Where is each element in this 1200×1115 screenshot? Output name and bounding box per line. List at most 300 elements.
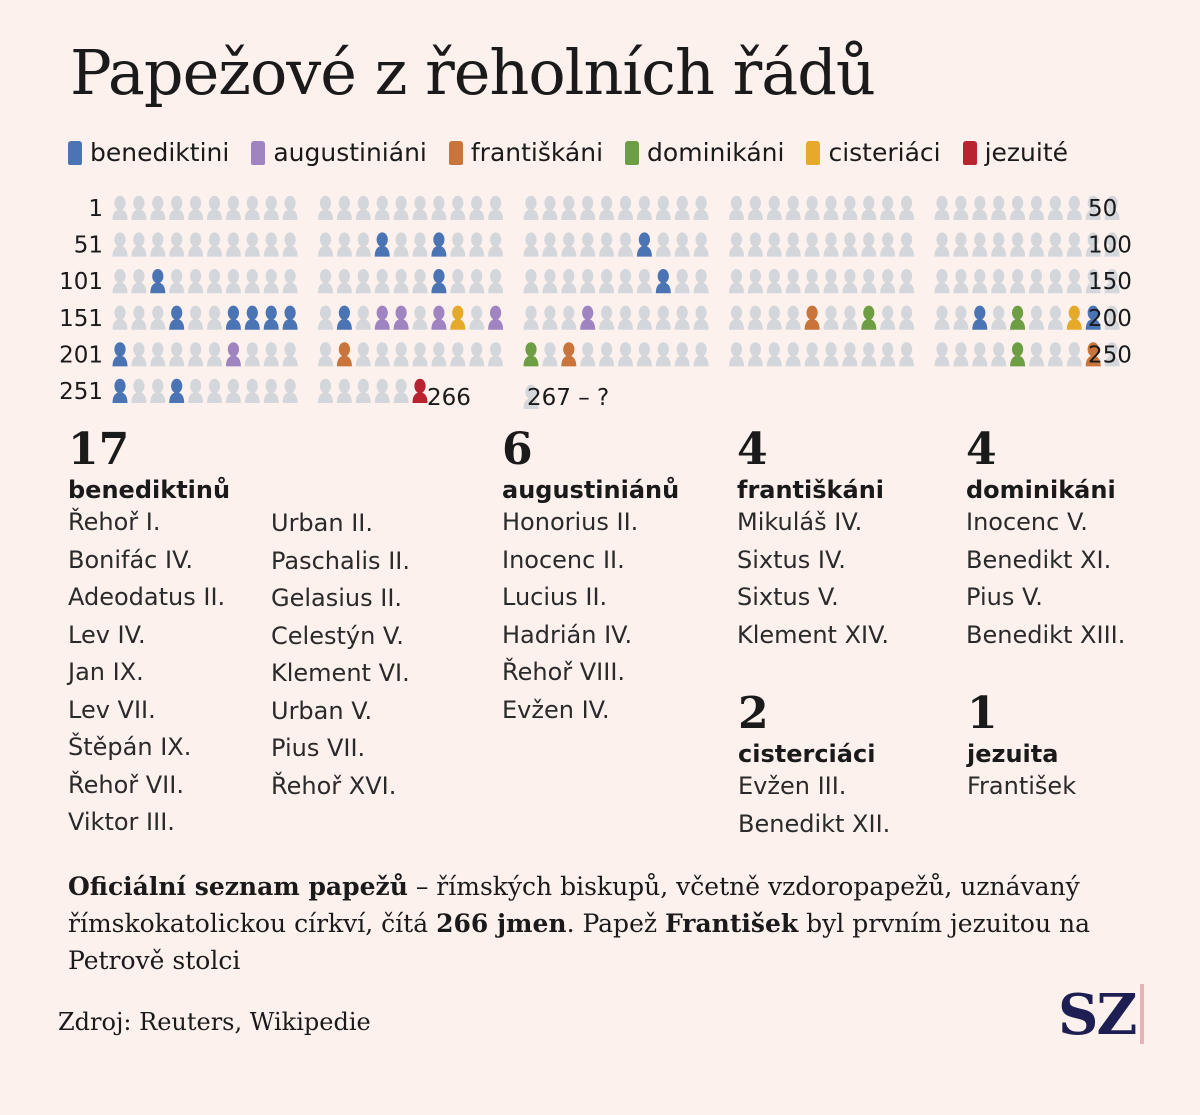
order-label-dominikani: dominikáni xyxy=(966,476,1116,504)
pope-figure-252 xyxy=(131,379,146,403)
pope-figure-161 xyxy=(318,306,333,330)
pope-figure-225 xyxy=(599,342,614,366)
note-text: . Papež xyxy=(566,909,665,938)
pope-figure-20 xyxy=(488,196,503,220)
pope-figure-151 xyxy=(113,306,128,330)
pope-figure-213 xyxy=(356,342,371,366)
pope-figure-8 xyxy=(245,196,260,220)
pope-figure-209 xyxy=(264,342,279,366)
pope-figure-27 xyxy=(637,196,652,220)
pope-figure-26 xyxy=(618,196,633,220)
note-text: – římských biskupů, včetně vzdoropapežů, uznávaný římskokatolickou církví, čítá xyxy=(68,872,1080,938)
row-label-left: 151 xyxy=(59,305,103,332)
legend-item-augustiniani xyxy=(251,138,427,167)
pope-figure-226 xyxy=(618,342,633,366)
pope-name: Řehoř I. xyxy=(68,508,161,536)
pope-figure-25 xyxy=(599,196,614,220)
pope-figure-246 xyxy=(1029,342,1044,366)
pope-name: Inocenc V. xyxy=(966,508,1088,536)
pope-figure-98 xyxy=(1067,232,1082,256)
pope-name: Lev VII. xyxy=(68,695,156,724)
pope-figure-233 xyxy=(767,342,782,366)
pope-figure-128 xyxy=(656,269,671,293)
pope-figure-13 xyxy=(356,196,371,220)
pope-name: Benedikt XI. xyxy=(966,545,1112,574)
pope-figure-243 xyxy=(972,342,987,366)
pope-figure-6 xyxy=(207,196,222,220)
pope-figure-34 xyxy=(786,196,801,220)
pope-figure-171 xyxy=(524,306,539,330)
pope-figure-28 xyxy=(656,196,671,220)
pope-figure-234 xyxy=(786,342,801,366)
pope-figure-111 xyxy=(318,269,333,293)
legend-item-cisteriaci xyxy=(806,138,940,167)
pope-figure-121 xyxy=(524,269,539,293)
note-bold: 266 jmen xyxy=(436,909,567,938)
pope-figure-229 xyxy=(675,342,690,366)
name-list-frantiskani xyxy=(737,504,889,654)
pope-figure-101 xyxy=(113,269,128,293)
pope-name: Paschalis II. xyxy=(271,546,410,575)
pope-figure-76 xyxy=(618,232,633,256)
legend-label: augustiniáni xyxy=(273,138,427,167)
pope-figure-167 xyxy=(431,306,446,330)
legend-swatch xyxy=(449,141,463,165)
pope-name: Jan IX. xyxy=(68,658,144,686)
pope-figure-78 xyxy=(656,232,671,256)
pope-figure-88 xyxy=(861,232,876,256)
pope-figure-202 xyxy=(131,342,146,366)
pope-figure-118 xyxy=(450,269,465,293)
pope-figure-264 xyxy=(375,379,390,403)
pope-figure-77 xyxy=(637,232,652,256)
pope-figure-162 xyxy=(337,306,352,330)
pope-figure-64 xyxy=(375,232,390,256)
count-frantiskani: 4 xyxy=(737,424,768,475)
pope-figure-198 xyxy=(1067,306,1082,330)
pope-figure-146 xyxy=(1029,269,1044,293)
page-title: Papežové z řeholních řádů xyxy=(70,36,875,109)
pope-figure-214 xyxy=(375,342,390,366)
pope-figure-38 xyxy=(861,196,876,220)
pope-figure-5 xyxy=(188,196,203,220)
row-label-right: 266 xyxy=(427,385,471,411)
pope-figure-223 xyxy=(561,342,576,366)
pope-figure-263 xyxy=(356,379,371,403)
pope-figure-72 xyxy=(542,232,557,256)
pope-figure-42 xyxy=(953,196,968,220)
pope-figure-180 xyxy=(694,306,709,330)
pope-figure-139 xyxy=(880,269,895,293)
pope-figure-117 xyxy=(431,269,446,293)
pope-figure-266 xyxy=(413,379,428,403)
pope-figure-29 xyxy=(675,196,690,220)
pope-figure-175 xyxy=(599,306,614,330)
pope-figure-138 xyxy=(861,269,876,293)
pope-figure-148 xyxy=(1067,269,1082,293)
pope-figure-44 xyxy=(991,196,1006,220)
pope-figure-107 xyxy=(226,269,241,293)
count-benediktini: 17 xyxy=(68,424,130,475)
pope-figure-96 xyxy=(1029,232,1044,256)
pope-figure-91 xyxy=(935,232,950,256)
pope-figure-185 xyxy=(805,306,820,330)
pope-figure-127 xyxy=(637,269,652,293)
pope-figure-45 xyxy=(1010,196,1025,220)
pope-figure-133 xyxy=(767,269,782,293)
pope-figure-57 xyxy=(226,232,241,256)
pope-figure-86 xyxy=(824,232,839,256)
pope-figure-19 xyxy=(469,196,484,220)
pope-figure-192 xyxy=(953,306,968,330)
pope-name: Benedikt XII. xyxy=(738,809,891,838)
pope-figure-155 xyxy=(188,306,203,330)
pope-figure-17 xyxy=(431,196,446,220)
pope-figure-9 xyxy=(264,196,279,220)
pope-figure-33 xyxy=(767,196,782,220)
pope-figure-178 xyxy=(656,306,671,330)
pope-figure-130 xyxy=(694,269,709,293)
pope-figure-159 xyxy=(264,306,279,330)
pope-figure-212 xyxy=(337,342,352,366)
pope-figure-204 xyxy=(169,342,184,366)
pope-figure-63 xyxy=(356,232,371,256)
sz-logo: SZ xyxy=(1058,982,1136,1048)
pope-figure-253 xyxy=(150,379,165,403)
pope-figure-224 xyxy=(580,342,595,366)
pope-figure-113 xyxy=(356,269,371,293)
pope-figure-7 xyxy=(226,196,241,220)
pope-figure-32 xyxy=(748,196,763,220)
pope-figure-257 xyxy=(226,379,241,403)
pope-figure-163 xyxy=(356,306,371,330)
pope-figure-124 xyxy=(580,269,595,293)
note-text: byl prvním jezuitou na Petrově stolci xyxy=(68,909,1090,975)
legend-item-benediktini xyxy=(68,138,229,167)
pope-figure-80 xyxy=(694,232,709,256)
pope-figure-144 xyxy=(991,269,1006,293)
pope-figure-169 xyxy=(469,306,484,330)
pope-figure-228 xyxy=(656,342,671,366)
pope-figure-218 xyxy=(450,342,465,366)
pope-figure-41 xyxy=(935,196,950,220)
pope-name: Benedikt XIII. xyxy=(966,620,1126,649)
pope-figure-10 xyxy=(283,196,298,220)
pope-figure-35 xyxy=(805,196,820,220)
pope-name: Hadrián IV. xyxy=(502,620,633,649)
pope-figure-245 xyxy=(1010,342,1025,366)
pope-figure-68 xyxy=(450,232,465,256)
pope-figure-16 xyxy=(413,196,428,220)
pope-figure-47 xyxy=(1048,196,1063,220)
pope-figure-237 xyxy=(842,342,857,366)
pope-figure-15 xyxy=(394,196,409,220)
pope-figure-62 xyxy=(337,232,352,256)
pope-figure-12 xyxy=(337,196,352,220)
pope-figure-59 xyxy=(264,232,279,256)
pope-name: Pius VII. xyxy=(271,734,366,762)
pope-figure-97 xyxy=(1048,232,1063,256)
pope-figure-55 xyxy=(188,232,203,256)
order-label-cisterciaci: cisterciáci xyxy=(738,740,876,768)
pope-name: Lev IV. xyxy=(68,620,146,649)
pope-figure-235 xyxy=(805,342,820,366)
pope-figure-174 xyxy=(580,306,595,330)
pope-figure-195 xyxy=(1010,306,1025,330)
pope-figure-242 xyxy=(953,342,968,366)
pope-figure-215 xyxy=(394,342,409,366)
pope-figure-211 xyxy=(318,342,333,366)
pope-figure-69 xyxy=(469,232,484,256)
pope-figure-222 xyxy=(542,342,557,366)
pope-figure-116 xyxy=(413,269,428,293)
pope-figure-3 xyxy=(150,196,165,220)
section-benediktini xyxy=(68,424,231,842)
pope-name: Štěpán IX. xyxy=(68,733,192,761)
pope-figure-46 xyxy=(1029,196,1044,220)
pope-figure-170 xyxy=(488,306,503,330)
pope-figure-206 xyxy=(207,342,222,366)
pope-figure-259 xyxy=(264,379,279,403)
pope-name: Řehoř VII. xyxy=(68,770,184,799)
name-list-benediktini-col2 xyxy=(271,505,410,805)
pope-figure-221 xyxy=(524,342,539,366)
pope-figure-184 xyxy=(786,306,801,330)
legend-label: cisteriáci xyxy=(828,138,941,167)
pope-figure-70 xyxy=(488,232,503,256)
pope-figure-43 xyxy=(972,196,987,220)
count-augustiniani: 6 xyxy=(502,424,533,475)
pope-figure-92 xyxy=(953,232,968,256)
row-label-right: 250 xyxy=(1088,342,1132,369)
pope-figure-24 xyxy=(580,196,595,220)
pope-figure-114 xyxy=(375,269,390,293)
pope-pictogram-chart xyxy=(0,180,1200,420)
pope-figure-227 xyxy=(637,342,652,366)
pope-figure-183 xyxy=(767,306,782,330)
row-label-right: 100 xyxy=(1088,232,1132,259)
pope-figure-129 xyxy=(675,269,690,293)
pope-figure-203 xyxy=(150,342,165,366)
pope-figure-262 xyxy=(337,379,352,403)
count-jezuite: 1 xyxy=(967,688,998,739)
pope-figure-168 xyxy=(450,306,465,330)
pope-figure-152 xyxy=(131,306,146,330)
source-credit: Zdroj: Reuters, Wikipedie xyxy=(58,1008,371,1036)
pope-figure-120 xyxy=(488,269,503,293)
pope-figure-14 xyxy=(375,196,390,220)
pope-figure-244 xyxy=(991,342,1006,366)
pope-figure-157 xyxy=(226,306,241,330)
pope-figure-31 xyxy=(729,196,744,220)
pope-figure-56 xyxy=(207,232,222,256)
pope-name: Klement VI. xyxy=(271,659,410,687)
note-bold: Oficiální seznam papežů xyxy=(68,872,408,901)
row-label-right: 150 xyxy=(1088,269,1132,296)
pope-figure-194 xyxy=(991,306,1006,330)
pope-figure-189 xyxy=(880,306,895,330)
pope-figure-110 xyxy=(283,269,298,293)
pope-figure-241 xyxy=(935,342,950,366)
pope-figure-36 xyxy=(824,196,839,220)
section-dominikani xyxy=(966,424,1126,654)
pope-figure-82 xyxy=(748,232,763,256)
pope-name: Mikuláš IV. xyxy=(737,508,863,536)
order-label-jezuite: jezuita xyxy=(967,740,1059,768)
pope-name: Gelasius II. xyxy=(271,584,403,612)
pope-figure-74 xyxy=(580,232,595,256)
row-label-left: 251 xyxy=(59,379,103,405)
pope-figure-112 xyxy=(337,269,352,293)
pope-name: Evžen IV. xyxy=(502,695,610,724)
legend-label: benediktini xyxy=(90,138,230,167)
pope-figure-95 xyxy=(1010,232,1025,256)
pope-figure-239 xyxy=(880,342,895,366)
pope-figure-65 xyxy=(394,232,409,256)
pope-figure-193 xyxy=(972,306,987,330)
pope-figure-79 xyxy=(675,232,690,256)
pope-figure-89 xyxy=(880,232,895,256)
pope-figure-40 xyxy=(899,196,914,220)
legend-swatch xyxy=(68,141,82,165)
pope-figure-196 xyxy=(1029,306,1044,330)
legend-item-jezuite xyxy=(963,138,1068,167)
legend-label: jezuité xyxy=(984,138,1069,167)
pope-name: František xyxy=(967,772,1077,800)
pope-name: Inocenc II. xyxy=(502,545,625,574)
pope-figure-84 xyxy=(786,232,801,256)
pope-figure-122 xyxy=(542,269,557,293)
pope-figure-103 xyxy=(150,269,165,293)
legend-swatch xyxy=(963,141,977,165)
pope-figure-140 xyxy=(899,269,914,293)
pope-figure-254 xyxy=(169,379,184,403)
pope-figure-143 xyxy=(972,269,987,293)
pope-name: Urban II. xyxy=(271,509,373,537)
pope-name: Pius V. xyxy=(966,583,1043,611)
pope-figure-83 xyxy=(767,232,782,256)
pope-figure-94 xyxy=(991,232,1006,256)
pope-figure-240 xyxy=(899,342,914,366)
pope-figure-58 xyxy=(245,232,260,256)
count-dominikani: 4 xyxy=(966,424,997,475)
pope-figure-251 xyxy=(113,379,128,403)
pope-figure-87 xyxy=(842,232,857,256)
footnote xyxy=(68,868,1148,979)
pope-figure-154 xyxy=(169,306,184,330)
pope-figure-232 xyxy=(748,342,763,366)
count-cisterciaci: 2 xyxy=(738,688,769,739)
legend-item-dominikani xyxy=(625,138,784,167)
name-list-benediktini-col1 xyxy=(68,504,230,842)
pope-figure-105 xyxy=(188,269,203,293)
pope-figure-247 xyxy=(1048,342,1063,366)
legend xyxy=(68,138,1090,167)
pope-name: Viktor III. xyxy=(68,808,175,836)
legend-swatch xyxy=(251,141,265,165)
pope-figure-220 xyxy=(488,342,503,366)
pope-figure-190 xyxy=(899,306,914,330)
pope-figure-208 xyxy=(245,342,260,366)
pope-figure-258 xyxy=(245,379,260,403)
pope-figure-145 xyxy=(1010,269,1025,293)
pope-figure-219 xyxy=(469,342,484,366)
pope-figure-52 xyxy=(131,232,146,256)
pope-figure-18 xyxy=(450,196,465,220)
pope-figure-106 xyxy=(207,269,222,293)
section-frantiskani xyxy=(737,424,890,654)
pope-figure-181 xyxy=(729,306,744,330)
pope-figure-2 xyxy=(131,196,146,220)
pope-figure-22 xyxy=(542,196,557,220)
pope-figure-51 xyxy=(113,232,128,256)
pope-figure-160 xyxy=(283,306,298,330)
row-label-right: 200 xyxy=(1088,305,1132,332)
pope-figure-60 xyxy=(283,232,298,256)
pope-figure-236 xyxy=(824,342,839,366)
pope-figure-90 xyxy=(899,232,914,256)
pope-figure-207 xyxy=(226,342,241,366)
legend-label: dominikáni xyxy=(647,138,785,167)
pope-figure-126 xyxy=(618,269,633,293)
pope-figure-187 xyxy=(842,306,857,330)
pope-figure-141 xyxy=(935,269,950,293)
pope-name: Adeodatus II. xyxy=(68,583,226,611)
pope-figure-142 xyxy=(953,269,968,293)
row-label-left: 201 xyxy=(59,342,103,369)
pope-figure-37 xyxy=(842,196,857,220)
pope-figure-176 xyxy=(618,306,633,330)
pope-figure-173 xyxy=(561,306,576,330)
pope-figure-93 xyxy=(972,232,987,256)
pope-figure-102 xyxy=(131,269,146,293)
pope-figure-136 xyxy=(824,269,839,293)
pope-name: Bonifác IV. xyxy=(68,545,194,574)
pope-figure-115 xyxy=(394,269,409,293)
pope-name: Urban V. xyxy=(271,696,373,725)
row-label-left: 51 xyxy=(73,232,103,259)
pope-name: Sixtus IV. xyxy=(737,545,846,574)
future-pope-label: 267 – ? xyxy=(527,385,610,411)
pope-figure-182 xyxy=(748,306,763,330)
pope-figure-108 xyxy=(245,269,260,293)
pope-figure-165 xyxy=(394,306,409,330)
pope-figure-177 xyxy=(637,306,652,330)
section-cisterciaci xyxy=(738,688,891,843)
pope-figure-186 xyxy=(824,306,839,330)
name-list-jezuite xyxy=(967,768,1076,806)
pope-figure-132 xyxy=(748,269,763,293)
pope-figure-85 xyxy=(805,232,820,256)
pope-figure-217 xyxy=(431,342,446,366)
pope-figure-231 xyxy=(729,342,744,366)
pope-figure-179 xyxy=(675,306,690,330)
pope-figure-205 xyxy=(188,342,203,366)
pope-figure-255 xyxy=(188,379,203,403)
pope-figure-1 xyxy=(113,196,128,220)
section-jezuite xyxy=(967,688,1077,806)
pope-figure-104 xyxy=(169,269,184,293)
pope-figure-210 xyxy=(283,342,298,366)
row-label-left: 1 xyxy=(88,196,103,222)
pope-figure-109 xyxy=(264,269,279,293)
pope-figure-123 xyxy=(561,269,576,293)
name-list-dominikani xyxy=(966,504,1125,654)
pope-figure-30 xyxy=(694,196,709,220)
pope-figure-48 xyxy=(1067,196,1082,220)
pope-figure-61 xyxy=(318,232,333,256)
row-label-right: 50 xyxy=(1088,196,1118,222)
